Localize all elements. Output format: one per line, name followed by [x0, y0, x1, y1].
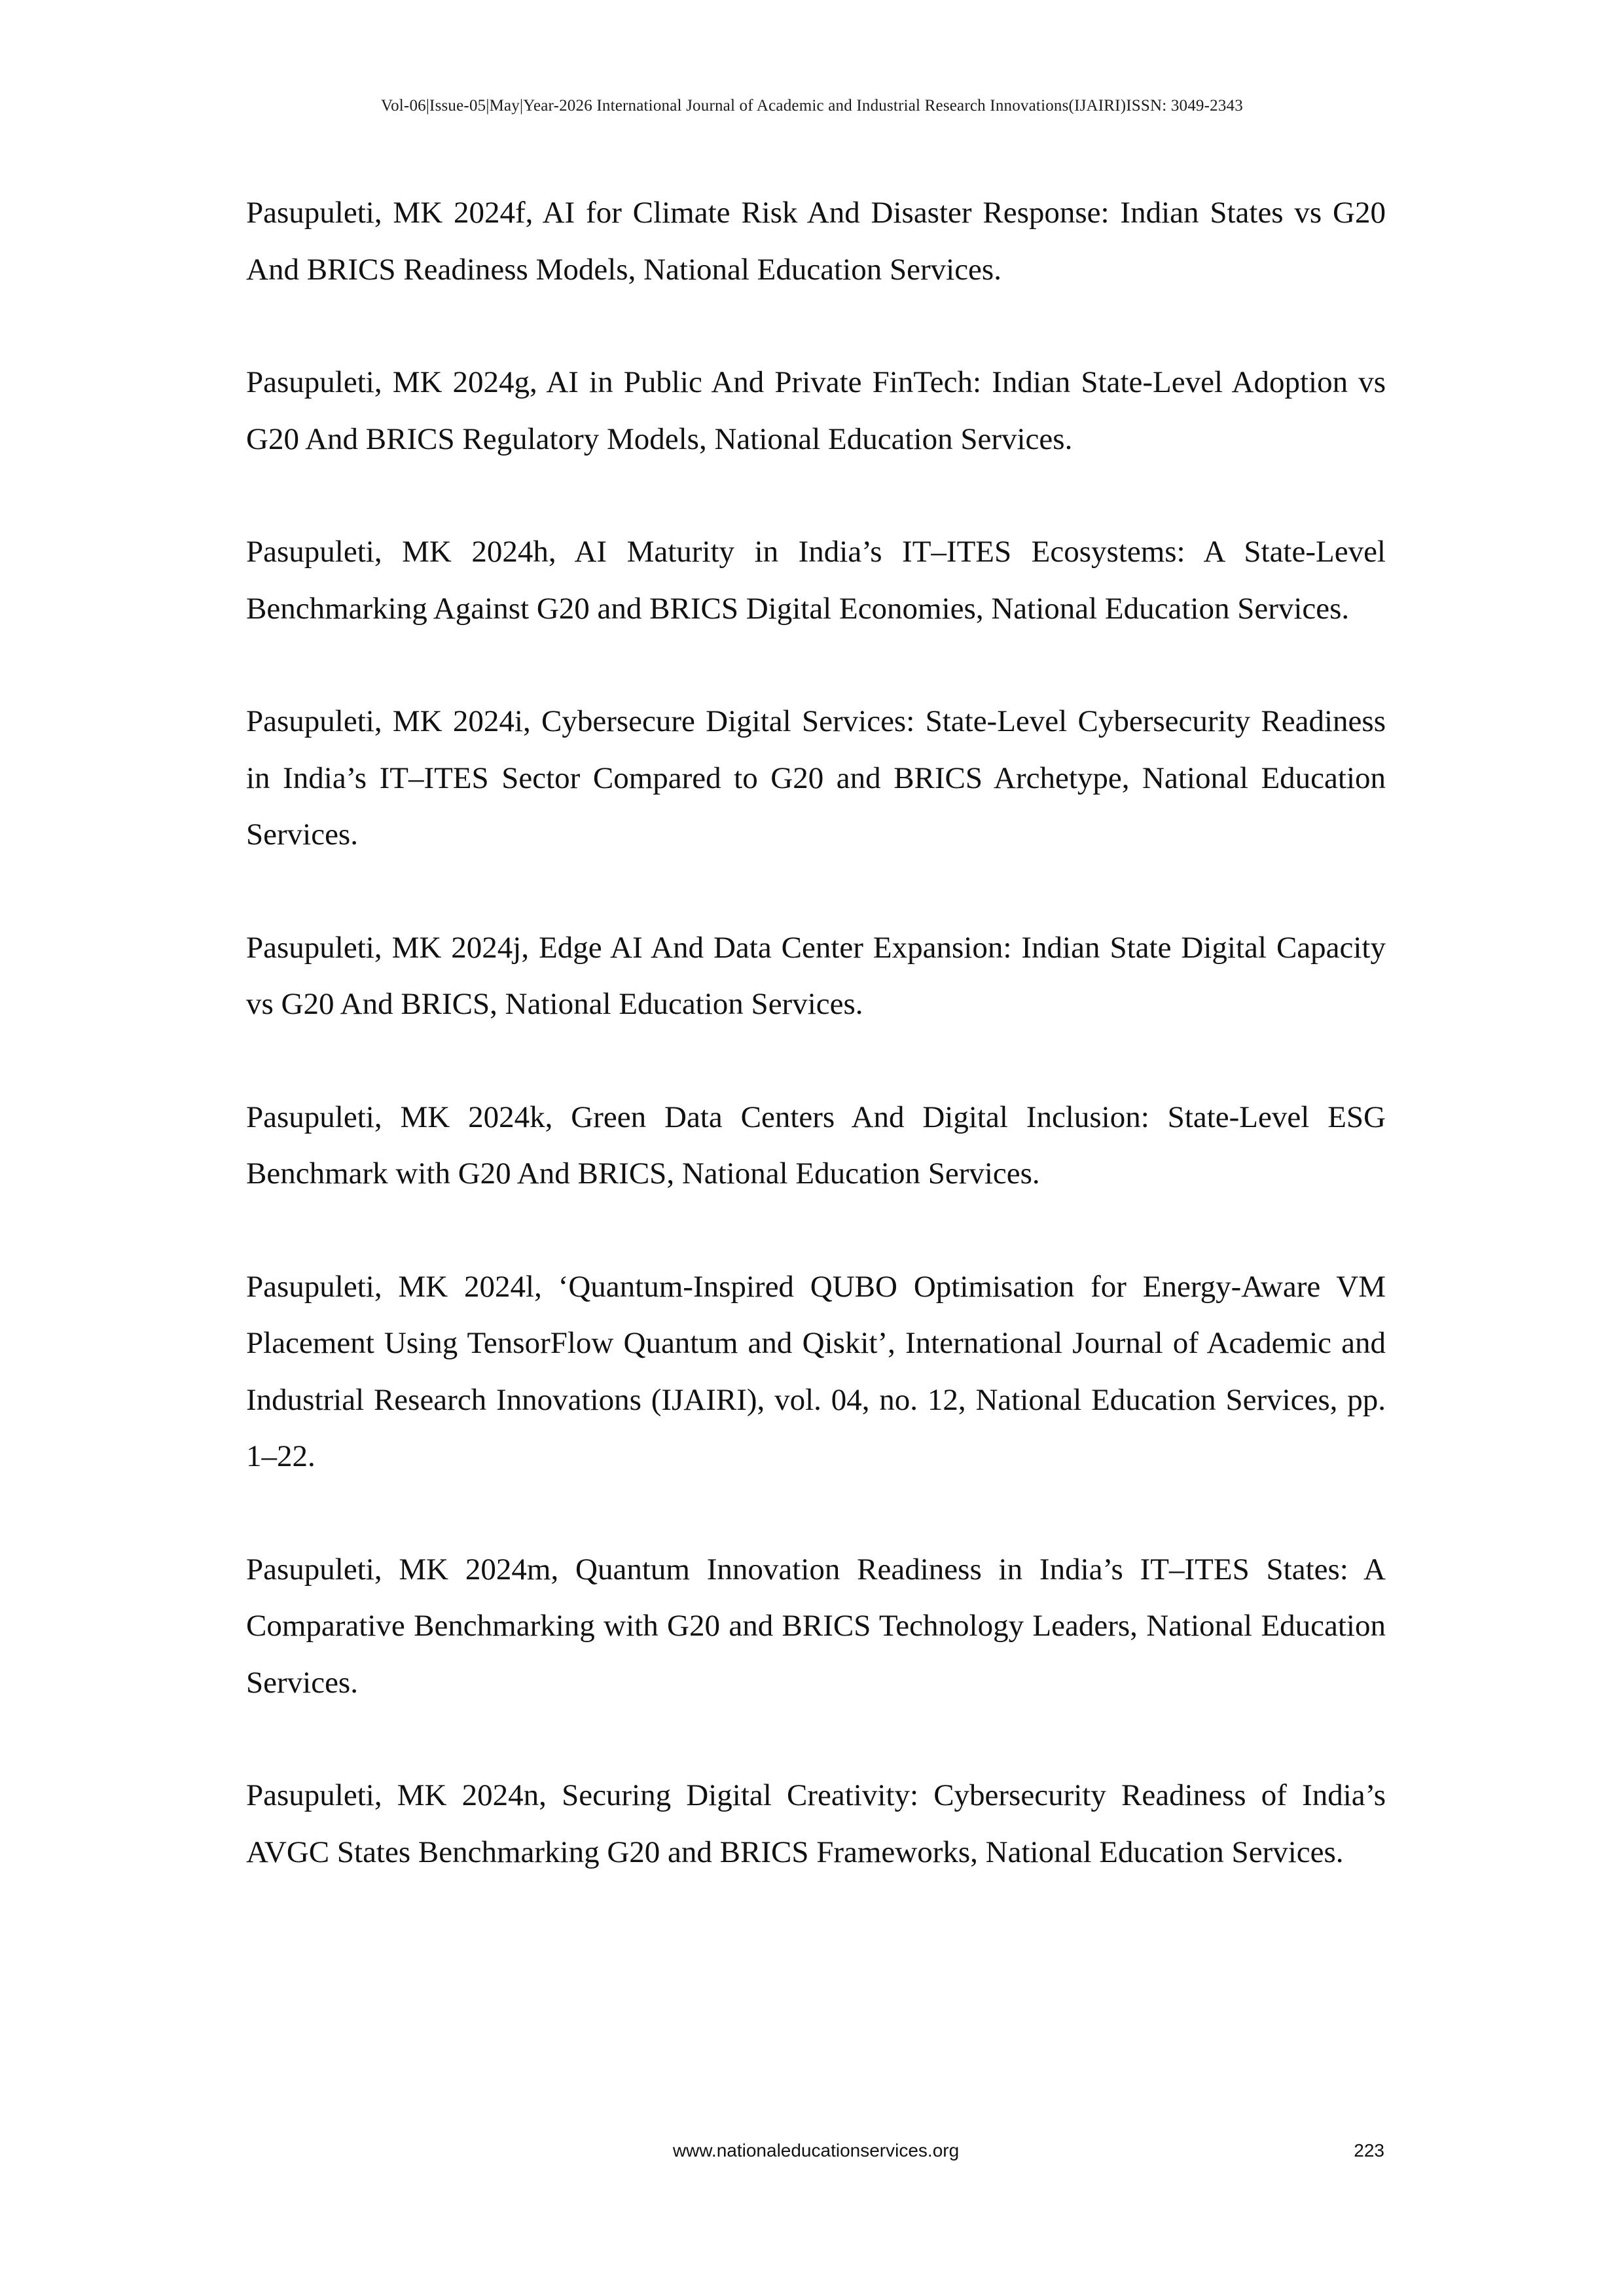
reference-entry: Pasupuleti, MK 2024h, AI Maturity in India’s IT–ITES Ecosystems: A State-Level Benchmarking Against G20 and BRICS Digital Economies, National Education Services.: [246, 535, 1386, 626]
reference-entry: Pasupuleti, MK 2024k, Green Data Centers And Digital Inclusion: State-Level ESG Benchmark with G20 And BRICS, National Education Services.: [246, 1100, 1386, 1191]
page-number: 223: [1354, 2140, 1384, 2161]
reference-list: [246, 185, 1386, 1937]
reference-entry: Pasupuleti, MK 2024f, AI for Climate Risk And Disaster Response: Indian States vs G20 And BRICS Readiness Models, National Education Services.: [246, 196, 1386, 287]
reference-entry: Pasupuleti, MK 2024i, Cybersecure Digital Services: State-Level Cybersecurity Readiness in India’s IT–ITES Sector Compared to G20 and BRICS Archetype, National Education Services.: [246, 704, 1386, 852]
page-header: Vol-06|Issue-05|May|Year-2026 International Journal of Academic and Industrial Research Innovations(IJAIRI)ISSN: 3049-2343: [381, 97, 1243, 115]
reference-entry: Pasupuleti, MK 2024j, Edge AI And Data Center Expansion: Indian State Digital Capacity vs G20 And BRICS, National Education Services.: [246, 930, 1386, 1021]
reference-entry: Pasupuleti, MK 2024l, ‘Quantum-Inspired QUBO Optimisation for Energy-Aware VM Placement Using TensorFlow Quantum and Qiskit’, International Journal of Academic and Industrial Research Innovations (IJAIRI), vol. 04, no. 12, National Education Services, pp. 1–22.: [246, 1269, 1386, 1473]
reference-entry: Pasupuleti, MK 2024m, Quantum Innovation Readiness in India’s IT–ITES States: A Comparative Benchmarking with G20 and BRICS Technology Leaders, National Education Services.: [246, 1552, 1386, 1700]
reference-entry: Pasupuleti, MK 2024g, AI in Public And Private FinTech: Indian State-Level Adoption vs G20 And BRICS Regulatory Models, National Education Services.: [246, 365, 1386, 456]
footer-url: www.nationaleducationservices.org: [672, 2140, 960, 2161]
reference-entry: Pasupuleti, MK 2024n, Securing Digital Creativity: Cybersecurity Readiness of India’s AVGC States Benchmarking G20 and BRICS Frameworks, National Education Services.: [246, 1778, 1386, 1869]
page-footer: [246, 2140, 1386, 2166]
